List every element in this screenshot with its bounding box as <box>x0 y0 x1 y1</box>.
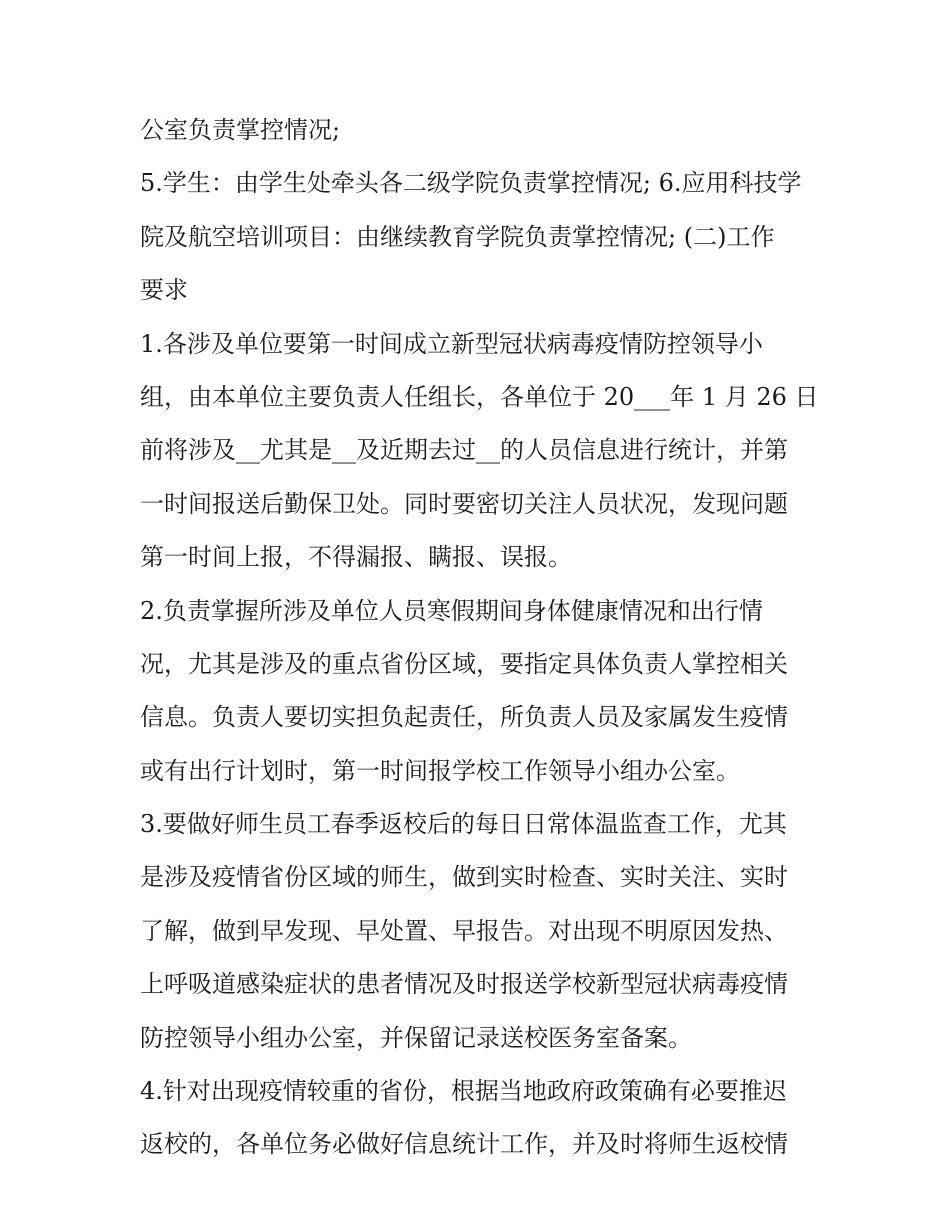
text-line: 1.各涉及单位要第一时间成立新型冠状病毒疫情防控领导小 <box>140 329 763 358</box>
text-line: 3.要做好师生员工春季返校后的每日日常体温监查工作，尤其 <box>140 810 787 839</box>
text-line: 信息。负责人要切实担负起责任，所负责人员及家属发生疫情 <box>140 703 788 732</box>
text-line: 前将涉及__尤其是__及近期去过__的人员信息进行统计，并第 <box>140 436 788 465</box>
text-line: 防控领导小组办公室，并保留记录送校医务室备案。 <box>140 1023 692 1052</box>
text-line: 是涉及疫情省份区域的师生，做到实时检查、实时关注、实时 <box>140 863 788 892</box>
document-body <box>140 104 820 1172</box>
text-line: 上呼吸道感染症状的患者情况及时报送学校新型冠状病毒疫情 <box>140 970 788 999</box>
text-line: 了解，做到早发现、早处置、早报告。对出现不明原因发热、 <box>140 916 788 945</box>
text-line: 院及航空培训项目：由继续教育学院负责掌控情况; (二)工作 <box>140 222 775 251</box>
text-line: 4.针对出现疫情较重的省份，根据当地政府政策确有必要推迟 <box>140 1077 787 1106</box>
text-line: 5.学生：由学生处牵头各二级学院负责掌控情况; 6.应用科技学 <box>140 169 802 198</box>
text-line: 况，尤其是涉及的重点省份区域，要指定具体负责人掌控相关 <box>140 649 788 678</box>
text-line: 2.负责掌握所涉及单位人员寒假期间身体健康情况和出行情 <box>140 596 763 625</box>
text-line: 公室负责掌控情况; <box>140 116 341 144</box>
text-line: 或有出行计划时，第一时间报学校工作领导小组办公室。 <box>140 756 740 785</box>
text-line: 一时间报送后勤保卫处。同时要密切关注人员状况，发现问题 <box>140 489 788 518</box>
text-line: 要求 <box>140 276 188 305</box>
text-line: 组，由本单位主要负责人任组长，各单位于 20___年 1 月 26 日 <box>140 382 819 411</box>
text-line: 第一时间上报，不得漏报、瞒报、误报。 <box>140 543 572 572</box>
text-line: 返校的，各单位务必做好信息统计工作，并及时将师生返校情 <box>140 1130 788 1159</box>
